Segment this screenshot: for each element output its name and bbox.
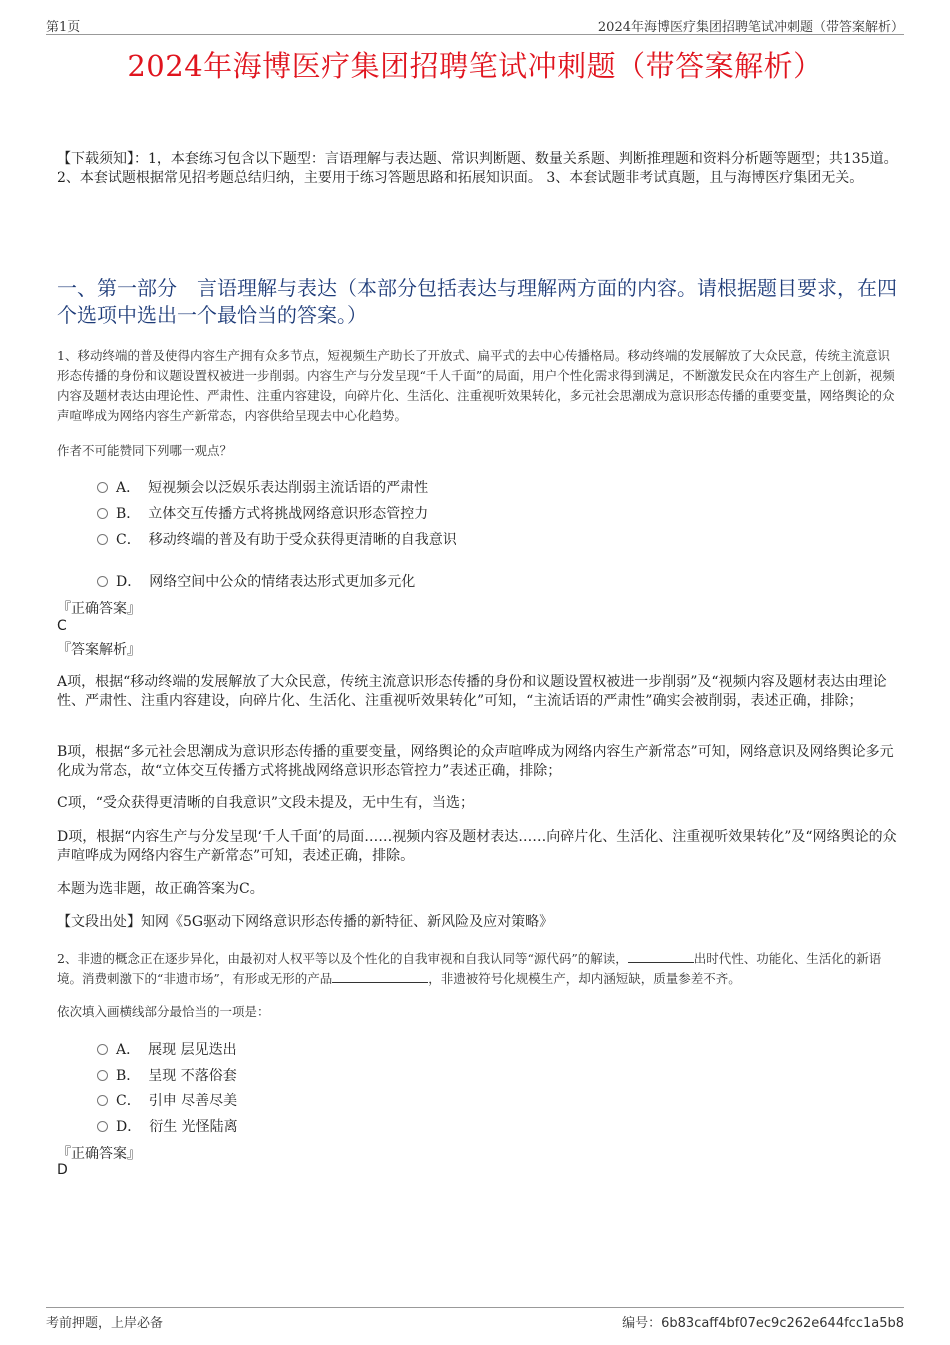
q1-source: 【文段出处】知网《5G驱动下网络意识形态传播的新特征、新风险及应对策略》 xyxy=(57,914,554,930)
section-title: 一、第一部分 言语理解与表达（本部分包括表达与理解两方面的内容。请根据题目要求，在四个选项中选出一个最恰当的答案。） xyxy=(57,276,897,327)
page-number: 第1页 xyxy=(46,20,81,35)
radio-icon[interactable] xyxy=(97,1070,108,1081)
radio-icon[interactable] xyxy=(97,1121,108,1132)
q1-option-a[interactable]: A． 短视频会以泛娱乐表达削弱主流话语的严肃性 xyxy=(97,477,428,497)
radio-icon[interactable] xyxy=(97,1044,108,1055)
q2-option-b[interactable]: B． 呈现 不落俗套 xyxy=(97,1065,237,1085)
page-header xyxy=(46,14,904,35)
q2-option-c[interactable]: C． 引申 尽善尽美 xyxy=(97,1090,237,1110)
q2-option-d[interactable]: D． 衍生 光怪陆离 xyxy=(97,1116,238,1136)
q1-answer: C xyxy=(57,618,67,634)
question-1-stem: 1、移动终端的普及使得内容生产拥有众多节点，短视频生产助长了开放式、扁平式的去中心传播格局。移动终端的发展解放了大众民意，传统主流意识形态传播的身份和议题设置权被进一步削弱。内容生产与分发呈现“千人千面”的局面，用户个性化需求得到满足，不断激发民众在内容生产上创新，视频内容及题材表达由理论性、严肃性、注重内容建设，向碎片化、生活化、注重视听效果转化，多元社会思潮成为意识形态传播的重要变量，网络舆论的众声喧哗成为网络内容生产新常态，内容供给呈现去中心化趋势。 xyxy=(57,348,895,423)
question-1-prompt: 作者不可能赞同下列哪一观点？ xyxy=(57,443,233,458)
q1-option-c[interactable]: C． 移动终端的普及有助于受众获得更清晰的自我意识 xyxy=(97,529,457,549)
page-footer xyxy=(46,1307,904,1330)
q2-option-a[interactable]: A． 展现 层见迭出 xyxy=(97,1039,237,1059)
q1-analysis-a: A项，根据“移动终端的发展解放了大众民意，传统主流意识形态传播的身份和议题设置权被进一步削弱”及“视频内容及题材表达由理论性、严肃性、注重内容建设，向碎片化、生活化、注重视听效果转化”可知，“主流话语的严肃性”确实会被削弱，表述正确，排除； xyxy=(57,674,887,709)
question-2-prompt: 依次填入画横线部分最恰当的一项是： xyxy=(57,1004,270,1019)
document-title: 2024年海博医疗集团招聘笔试冲刺题（带答案解析） xyxy=(127,49,823,83)
footer-slogan: 考前押题，上岸必备 xyxy=(46,1316,164,1331)
q1-option-d[interactable]: D． 网络空间中公众的情绪表达形式更加多元化 xyxy=(97,571,415,591)
radio-icon[interactable] xyxy=(97,482,108,493)
q1-answer-label: 『正确答案』 xyxy=(57,601,141,617)
fill-blank-1[interactable] xyxy=(628,950,694,963)
footer-code: 编号：6b83caff4bf07ec9c262e644fcc1a5b8 xyxy=(622,1316,904,1331)
q1-analysis-c: C项，“受众获得更清晰的自我意识”文段未提及，无中生有，当选； xyxy=(57,795,475,811)
q1-analysis-d: D项，根据“内容生产与分发呈现‘千人千面’的局面……视频内容及题材表达……向碎片化、生活化、注重视听效果转化”及“网络舆论的众声喧哗成为网络内容生产新常态”可知，表述正确，排除。 xyxy=(57,829,897,864)
header-doc-title: 2024年海博医疗集团招聘笔试冲刺题（带答案解析） xyxy=(597,20,904,35)
q1-analysis-b: B项，根据“多元社会思潮成为意识形态传播的重要变量，网络舆论的众声喧哗成为网络内容生产新常态”可知，网络意识及网络舆论多元化成为常态，故“立体交互传播方式将挑战网络意识形态管控力”表述正确，排除； xyxy=(57,744,894,779)
question-2-stem: 2、非遗的概念正在逐步异化，由最初对人权平等以及个性化的自我审视和自我认同等“源代码”的解读， 出时代性、功能化、生活化的新语境。消费刺激下的“非遗市场”，有形或无形的产品 ，非遗被符号化规模生产，却内涵短缺，质量参差不齐。 xyxy=(57,951,882,986)
q1-analysis-label: 『答案解析』 xyxy=(57,642,141,658)
q1-analysis-conclusion: 本题为选非题，故正确答案为C。 xyxy=(57,881,264,897)
download-notice: 【下载须知】：1，本套练习包含以下题型：言语理解与表达题、常识判断题、数量关系题、判断推理题和资料分析题等题型；共135道。 2、本套试题根据常见招考题总结归纳，主要用于练习答题思路和拓展知识面。 3、本套试题非考试真题，且与海博医疗集团无关。 xyxy=(57,151,898,186)
radio-icon[interactable] xyxy=(97,576,108,587)
fill-blank-2[interactable] xyxy=(332,970,428,983)
radio-icon[interactable] xyxy=(97,1095,108,1106)
q1-option-b[interactable]: B． 立体交互传播方式将挑战网络意识形态管控力 xyxy=(97,503,428,523)
radio-icon[interactable] xyxy=(97,508,108,519)
q2-answer-label: 『正确答案』 xyxy=(57,1146,141,1162)
radio-icon[interactable] xyxy=(97,534,108,545)
q2-answer: D xyxy=(57,1162,68,1178)
